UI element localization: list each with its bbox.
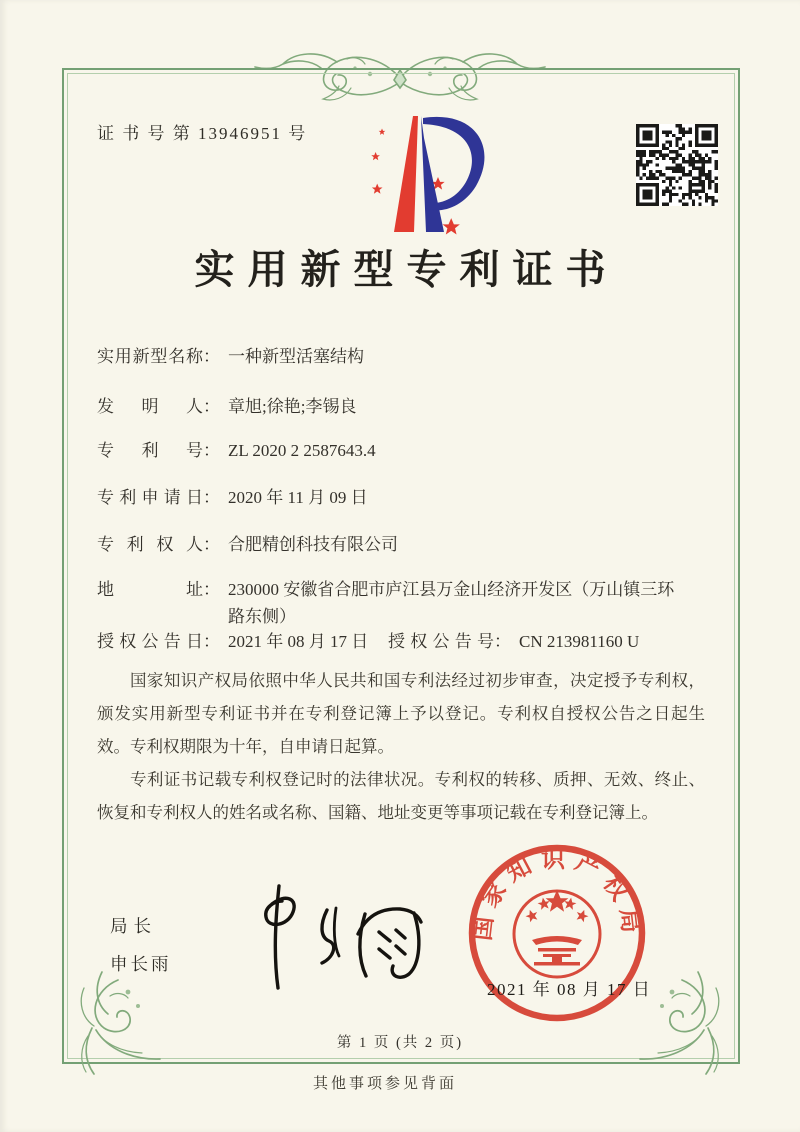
field-colon: ： (203, 535, 220, 554)
field-row-grant-no (388, 628, 639, 655)
field-value: 一种新型活塞结构 (228, 347, 364, 366)
field-colon: ： (203, 347, 220, 366)
field-value: 章旭;徐艳;李锡良 (228, 397, 357, 416)
cnipa-logo-icon (330, 110, 490, 238)
field-row-filing-date (97, 484, 368, 511)
field-colon: ： (203, 580, 220, 599)
back-side-note: 其他事项参见背面 (312, 1076, 457, 1092)
page-number: 第 1 页 (共 2 页) (336, 1035, 464, 1051)
field-row-inventors (97, 393, 356, 420)
legal-text (97, 664, 705, 829)
field-label: 授权公告日 (97, 632, 203, 651)
field-colon: ： (203, 441, 220, 460)
certificate-number: 证 书 号 第 13946951 号 (97, 124, 308, 143)
field-value: ZL 2020 2 2587643.4 (228, 441, 376, 460)
director-title: 局长 (110, 916, 157, 936)
seal-date: 2021 年 08 月 17 日 (487, 980, 652, 999)
field-label: 专利号 (97, 441, 203, 460)
legal-paragraph-1: 国家知识产权局依照中华人民共和国专利法经过初步审查，决定授予专利权，颁发实用新型专利证书并在专利登记簿上予以登记。专利权自授权公告之日起生效。专利权期限为十年，自申请日起算。 (97, 671, 705, 756)
field-row-patent-no (97, 437, 376, 464)
field-colon: ： (203, 488, 220, 507)
field-label: 专利申请日 (97, 488, 203, 507)
field-label: 实用新型名称 (97, 347, 203, 366)
field-label: 授权公告号 (388, 632, 494, 651)
field-value: 230000 安徽省合肥市庐江县万金山经济开发区（万山镇三环路东侧） (228, 580, 675, 626)
field-row-name (97, 343, 364, 370)
field-label: 发明人 (97, 397, 203, 416)
field-value: CN 213981160 U (519, 632, 640, 651)
field-label: 专利权人 (97, 535, 203, 554)
qr-code (636, 124, 718, 206)
director-handwritten-signature (228, 880, 438, 996)
certificate-title: 实用新型专利证书 (194, 247, 619, 292)
field-value: 2020 年 11 月 09 日 (228, 488, 368, 507)
field-colon: ： (203, 397, 220, 416)
field-colon: ： (203, 632, 220, 651)
seal-arc-text: 国家知识产权局 (469, 846, 645, 943)
field-colon: ： (494, 632, 511, 651)
director-name: 申长雨 (110, 954, 172, 974)
field-value: 合肥精创科技有限公司 (228, 535, 398, 554)
field-row-address (97, 576, 680, 630)
field-label: 地址 (97, 580, 203, 599)
field-value: 2021 年 08 月 17 日 (228, 632, 369, 651)
field-row-patentee (97, 531, 398, 558)
field-row-grant-date (97, 628, 368, 655)
legal-paragraph-2: 专利证书记载专利权登记时的法律状况。专利权的转移、质押、无效、终止、恢复和专利权人的姓名或名称、国籍、地址变更等事项记载在专利登记簿上。 (97, 770, 705, 822)
